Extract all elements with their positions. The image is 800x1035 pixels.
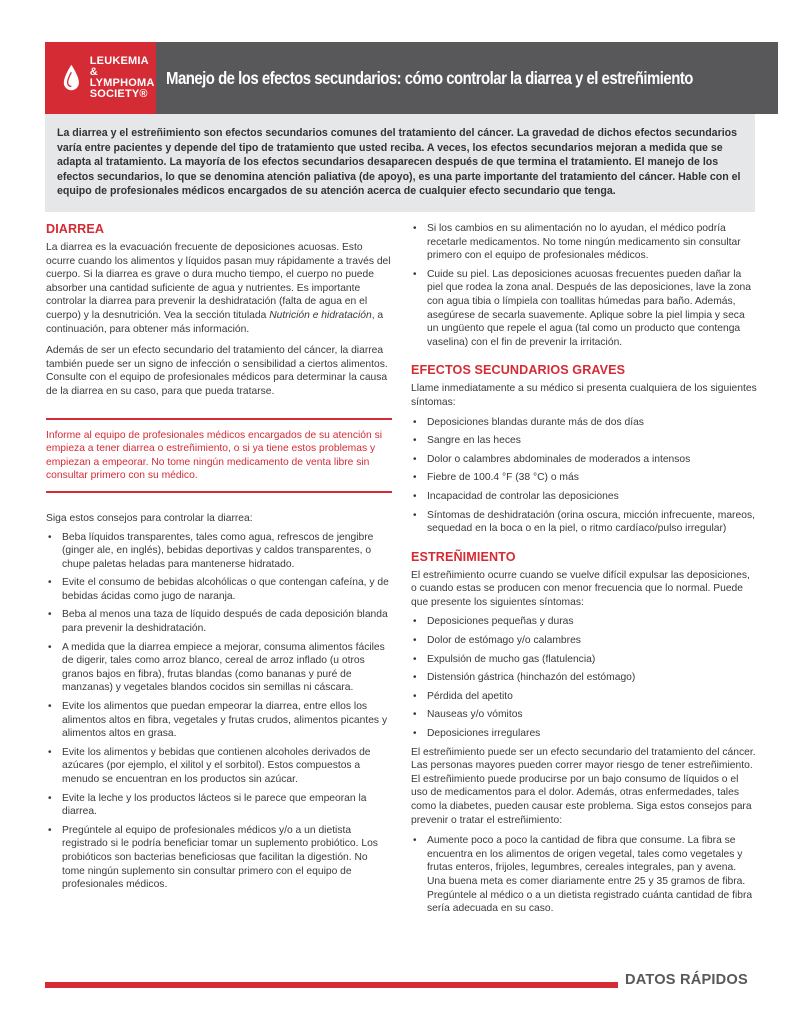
bullet-icon: •: [413, 490, 417, 502]
callout-box: [46, 418, 392, 493]
section-heading-estrenimiento: ESTREÑIMIENTO: [411, 549, 516, 564]
list-item: • Pregúntele al equipo de profesionales médicos y/o a un dietista registrado si le podría beneficiar tomar un suplemento probiótico. Los probióticos son bacterias beneficiosas que facilitan la digestión. No tome ningún suplemento sin consultar primero con el equipo de profesionales médicos.: [48, 824, 378, 891]
list-item: • Sangre en las heces: [413, 435, 521, 447]
bullet-icon: •: [48, 531, 52, 543]
bullet-icon: •: [48, 746, 52, 758]
estrenimiento-tips: [411, 834, 757, 916]
bullet-icon: •: [48, 701, 52, 713]
tips-intro: Siga estos consejos para controlar la diarrea:: [46, 512, 253, 524]
bullet-icon: •: [413, 453, 417, 465]
logo-wordmark: LEUKEMIA & LYMPHOMA SOCIETY®: [89, 55, 155, 100]
page-title: Manejo de los efectos secundarios: cómo controlar la diarrea y el estreñimiento: [165, 67, 693, 88]
list-item: • Incapacidad de controlar las deposiciones: [413, 490, 619, 502]
diarrea-paragraph-1: La diarrea es la evacuación frecuente de deposiciones acuosas. Esto ocurre cuando los alimentos y líquidos pasan muy rápidamente a través del cuerpo. Si la diarrea es grave o dura mucho tiempo, el cuerpo no puede absorber una cantidad suficiente de agua y nutrientes. Es importante controlar la diarrea para prevenir la deshidratación (falta de agua en el cuerpo) y la desnutrición. Vea la sección titulada Nutrición e hidratación, a continuación, para obtener más información.: [46, 242, 391, 335]
list-item: • Dolor de estómago y/o calambres: [413, 635, 581, 647]
list-item: • Deposiciones irregulares: [413, 728, 541, 740]
estrenimiento-symptoms: [411, 615, 757, 740]
list-item: • Evite la leche y los productos lácteos si le parece que empeoran la diarrea.: [48, 792, 367, 818]
list-item: • Evite el consumo de bebidas alcohólicas o que contengan cafeína, y de bebidas ácidas como jugo de naranja.: [48, 577, 389, 602]
section-heading-graves: EFECTOS SECUNDARIOS GRAVES: [411, 363, 626, 378]
list-item: • Pérdida del apetito: [413, 690, 513, 702]
list-item: • Deposiciones pequeñas y duras: [413, 616, 574, 628]
footer-rule: [45, 982, 618, 988]
list-item: • Dolor o calambres abdominales de moderados a intensos: [413, 453, 691, 465]
callout-text: Informe al equipo de profesionales médicos encargados de su atención si empieza a tener diarrea o estreñimiento, o si ya tiene estos problemas y empiezan a empeorar. No tome ningún medicamento de venta libre sin consultar primero con su médico.: [46, 429, 383, 482]
list-item: • Fiebre de 100.4 °F (38 °C) o más: [413, 472, 579, 484]
list-item: • Síntomas de deshidratación (orina oscura, micción infrecuente, mareos, sequedad en la boca o en la piel, o ritmo cardíaco/pulso irregular): [413, 509, 755, 535]
bullet-icon: •: [413, 709, 417, 721]
list-item: • Evite los alimentos y bebidas que contienen alcoholes derivados de azúcares (por ejemplo, el xilitol y el sorbitol). Estos compuestos a menudo se encuentran en los productos sin azúcar.: [48, 746, 371, 785]
bullet-icon: •: [413, 509, 417, 521]
graves-intro: Llame inmediatamente a su médico si presenta cualquiera de los siguientes síntomas:: [411, 383, 757, 408]
page-header: [45, 42, 755, 114]
list-item: • Nauseas y/o vómitos: [413, 709, 523, 721]
bullet-icon: •: [413, 835, 417, 847]
bullet-icon: •: [413, 728, 417, 740]
list-item: • Beba al menos una taza de líquido después de cada deposición blanda para prevenir la deshidratación.: [48, 609, 388, 635]
bullet-icon: •: [48, 792, 52, 804]
bullet-icon: •: [413, 635, 417, 647]
left-column: [46, 222, 392, 897]
list-item: • A medida que la diarrea empiece a mejorar, consuma alimentos fáciles de digerir, tales como arroz blanco, cereal de arroz inflado (u otros granos bajos en fibra), frutas blandas (como bananas y puré de manzanas) y vegetales blandos cocidos sin semillas ni cáscara.: [48, 641, 385, 694]
list-item: • Deposiciones blandas durante más de dos días: [413, 416, 644, 428]
diarrea-tips-continued: [411, 222, 757, 349]
bullet-icon: •: [413, 268, 417, 280]
bullet-icon: •: [413, 435, 417, 447]
section-heading-diarrea: DIARREA: [46, 222, 105, 236]
bullet-icon: •: [413, 690, 417, 702]
estrenimiento-intro: El estreñimiento ocurre cuando se vuelve difícil expulsar las deposiciones, o cuando estas se producen con menor frecuencia que lo normal. Puede que presente los siguientes síntomas:: [411, 569, 750, 608]
list-item: • Distensión gástrica (hinchazón del estómago): [413, 672, 636, 684]
list-item: • Evite los alimentos que puedan empeorar la diarrea, entre ellos los alimentos altos en fibra, vegetales y frutas crudos, alimentos picantes y alimentos altos en grasa.: [48, 701, 388, 740]
bullet-icon: •: [413, 672, 417, 684]
list-item: • Si los cambios en su alimentación no lo ayudan, el médico podría recetarle medicamentos. No tome ningún medicamento sin consultar primero con el equipo de profesionales médicos.: [413, 223, 741, 262]
intro-summary: La diarrea y el estreñimiento son efectos secundarios comunes del tratamiento del cáncer. La gravedad de dichos efectos secundarios varía entre pacientes y depende del tipo de tratamiento que usted reciba. A veces, los efectos secundarios mejoran a medida que se adapta al tratamiento. La mayoría de los efectos secundarios desaparecen después de que termina el tratamiento. El manejo de los efectos secundarios, lo que se denomina atención paliativa (de apoyo), es una parte importante del tratamiento del cáncer. Hable con el equipo de profesionales médicos encargados de su atención acerca de cualquier efecto secundario que tenga.: [45, 114, 755, 212]
list-item: • Cuide su piel. Las deposiciones acuosas frecuentes pueden dañar la piel que rodea la zona anal. Después de las deposiciones, lave la zona con agua tibia o límpiela con toallitas húmedas para baño. Además, asegúrese de secarla suavemente. Aplique sobre la piel limpia y seca un ungüento que repele el agua (tal como un producto que contenga vaselina) con el fin de prevenir la irritación.: [413, 268, 752, 348]
diarrea-paragraph-2: Además de ser un efecto secundario del tratamiento del cáncer, la diarrea también puede ser un signo de infección o sensibilidad a ciertos alimentos. Consulte con el equipo de profesionales médicos para determinar la causa de la diarrea en su caso, para que pueda tratarse.: [46, 345, 388, 397]
bullet-icon: •: [413, 416, 417, 428]
bullet-icon: •: [48, 824, 52, 836]
footer-label: DATOS RÁPIDOS: [625, 972, 748, 988]
title-bar: [156, 42, 779, 114]
bullet-icon: •: [413, 616, 417, 628]
bullet-icon: •: [413, 653, 417, 665]
list-item: • Aumente poco a poco la cantidad de fibra que consume. La fibra se encuentra en los alimentos de origen vegetal, tales como vegetales y frutas enteros, frijoles, legumbres, cereales integrales, pan y avena. Una buena meta es comer diariamente entre 25 y 35 gramos de fibra. Pregúntele al médico o a un dietista registrado cuánta cantidad de fibra sería adecuada en su caso.: [413, 835, 753, 915]
list-item: • Expulsión de mucho gas (flatulencia): [413, 653, 596, 665]
list-item: • Beba líquidos transparentes, tales como agua, refrescos de jengibre (ginger ale, en inglés), bebidas deportivas y caldos transparentes, o chupe paletas heladas para mantenerse hidratado.: [48, 531, 374, 570]
graves-list: [411, 416, 757, 536]
lls-logo: [45, 42, 156, 114]
bullet-icon: •: [48, 641, 52, 653]
bullet-icon: •: [413, 223, 417, 234]
right-column: [411, 222, 757, 921]
bullet-icon: •: [413, 472, 417, 484]
bullet-icon: •: [48, 577, 52, 589]
blood-drop-icon: [61, 62, 82, 94]
diarrea-tips-list: [46, 531, 392, 892]
estrenimiento-paragraph-2: El estreñimiento puede ser un efecto secundario del tratamiento del cáncer. Las personas mayores pueden correr mayor riesgo de tener estreñimiento. El estreñimiento puede producirse por un bajo consumo de líquidos o el uso de medicamentos para el dolor. Además, otras enfermedades, tales como la diabetes, pueden causar este problema. Siga estos consejos para prevenir o tratar el estreñimiento:: [411, 746, 756, 826]
bullet-icon: •: [48, 609, 52, 621]
